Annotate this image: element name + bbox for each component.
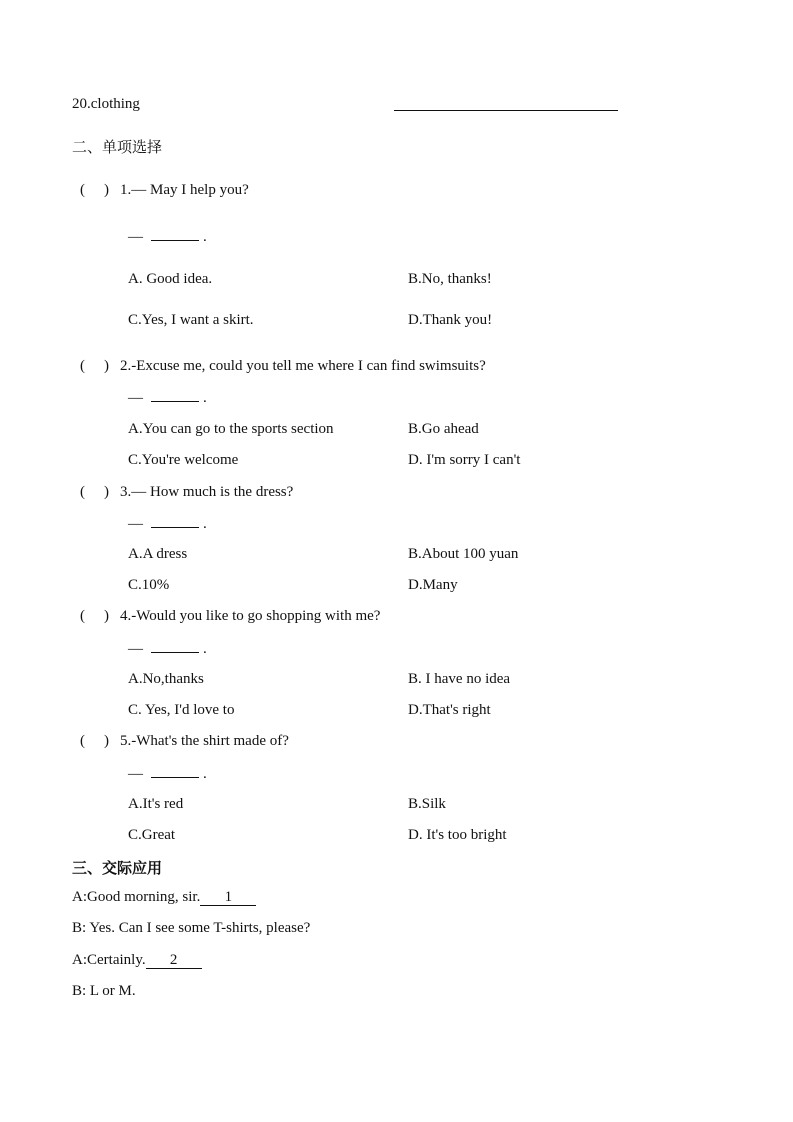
option-c: C.10% bbox=[128, 577, 170, 593]
answer-blank bbox=[151, 389, 199, 402]
option-a: A.A dress bbox=[128, 546, 188, 562]
question-stem: 2.-Excuse me, could you tell me where I can find swimsuits? bbox=[120, 358, 486, 374]
option-d: D. It's too bright bbox=[408, 827, 507, 843]
response-line: — . bbox=[128, 229, 207, 245]
option-a: A.It's red bbox=[128, 796, 184, 812]
option-d: D.Thank you! bbox=[408, 312, 493, 328]
answer-blank bbox=[151, 228, 199, 241]
answer-blank bbox=[151, 640, 199, 653]
option-d: D.That's right bbox=[408, 702, 491, 718]
question-stem: 3.— How much is the dress? bbox=[120, 484, 294, 500]
dialogue-line-4: B: L or M. bbox=[72, 983, 136, 999]
question-stem: 4.-Would you like to go shopping with me? bbox=[120, 608, 381, 624]
option-a: A. Good idea. bbox=[128, 271, 213, 287]
answer-blank bbox=[151, 765, 199, 778]
option-b: B. I have no idea bbox=[408, 671, 511, 687]
question-stem: 5.-What's the shirt made of? bbox=[120, 733, 289, 749]
dialogue-line-3: A:Certainly. 2 bbox=[72, 952, 202, 969]
option-b: B.No, thanks! bbox=[408, 271, 492, 287]
response-line: — . bbox=[128, 516, 207, 532]
option-c: C. Yes, I'd love to bbox=[128, 702, 235, 718]
question-stem: 1.— May I help you? bbox=[120, 182, 249, 198]
dialogue-line-2: B: Yes. Can I see some T-shirts, please? bbox=[72, 920, 311, 936]
dialogue-line-1: A:Good morning, sir. 1 bbox=[72, 889, 256, 906]
answer-line bbox=[394, 110, 618, 111]
option-c: C.Great bbox=[128, 827, 176, 843]
option-c: C.You're welcome bbox=[128, 452, 239, 468]
option-d: D. I'm sorry I can't bbox=[408, 452, 521, 468]
answer-blank bbox=[151, 515, 199, 528]
section-title-single-choice: 二、单项选择 bbox=[72, 138, 163, 156]
option-a: A.You can go to the sports section bbox=[128, 421, 334, 437]
option-b: B.Silk bbox=[408, 796, 446, 812]
response-line: — . bbox=[128, 766, 207, 782]
section-title-dialogue: 三、交际应用 bbox=[72, 859, 163, 877]
option-d: D.Many bbox=[408, 577, 458, 593]
option-b: B.Go ahead bbox=[408, 421, 479, 437]
dialogue-blank-2: 2 bbox=[146, 952, 202, 969]
option-c: C.Yes, I want a skirt. bbox=[128, 312, 254, 328]
vocab-item-20: 20.clothing bbox=[72, 96, 140, 112]
option-a: A.No,thanks bbox=[128, 671, 204, 687]
response-line: — . bbox=[128, 390, 207, 406]
response-line: — . bbox=[128, 641, 207, 657]
dialogue-blank-1: 1 bbox=[200, 889, 256, 906]
option-b: B.About 100 yuan bbox=[408, 546, 519, 562]
